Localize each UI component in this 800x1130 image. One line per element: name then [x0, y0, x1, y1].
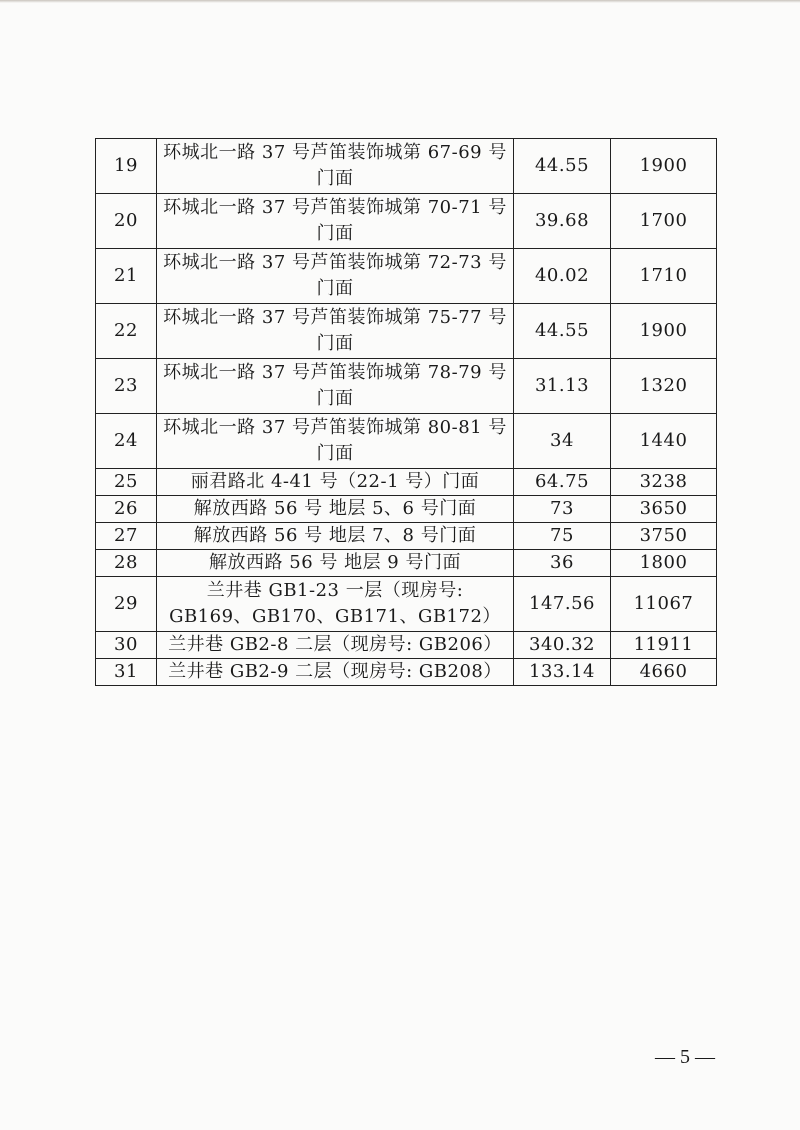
scan-edge: [0, 0, 800, 3]
row-address: 解放西路 56 号 地层 7、8 号门面: [157, 523, 514, 550]
table-row: [96, 139, 717, 194]
row-number: 22: [96, 304, 157, 359]
row-address: 环城北一路 37 号芦笛装饰城第 70-71 号门面: [157, 194, 514, 249]
row-number: 29: [96, 577, 157, 632]
row-number: 21: [96, 249, 157, 304]
row-area: 64.75: [514, 469, 611, 496]
row-rent: 1440: [611, 414, 717, 469]
row-number: 27: [96, 523, 157, 550]
row-address: 环城北一路 37 号芦笛装饰城第 78-79 号门面: [157, 359, 514, 414]
property-table: [95, 138, 717, 686]
row-address: 环城北一路 37 号芦笛装饰城第 75-77 号门面: [157, 304, 514, 359]
table-row: [96, 659, 717, 686]
row-rent: 3750: [611, 523, 717, 550]
table-row: [96, 469, 717, 496]
row-area: 36: [514, 550, 611, 577]
row-area: 44.55: [514, 304, 611, 359]
row-area: 40.02: [514, 249, 611, 304]
table-row: [96, 359, 717, 414]
row-number: 19: [96, 139, 157, 194]
table-row: [96, 194, 717, 249]
row-number: 24: [96, 414, 157, 469]
row-area: 340.32: [514, 632, 611, 659]
page-number: — 5 —: [655, 1046, 715, 1068]
row-address: 环城北一路 37 号芦笛装饰城第 80-81 号门面: [157, 414, 514, 469]
table-row: [96, 550, 717, 577]
row-address: 兰井巷 GB1-23 一层（现房号: GB169、GB170、GB171、GB172）: [157, 577, 514, 632]
table-row: [96, 632, 717, 659]
row-area: 73: [514, 496, 611, 523]
row-address: 环城北一路 37 号芦笛装饰城第 67-69 号门面: [157, 139, 514, 194]
row-address: 丽君路北 4-41 号（22-1 号）门面: [157, 469, 514, 496]
row-rent: 1320: [611, 359, 717, 414]
row-number: 20: [96, 194, 157, 249]
table-row: [96, 577, 717, 632]
row-area: 39.68: [514, 194, 611, 249]
row-number: 31: [96, 659, 157, 686]
row-area: 75: [514, 523, 611, 550]
row-rent: 1800: [611, 550, 717, 577]
table-row: [96, 496, 717, 523]
row-rent: 4660: [611, 659, 717, 686]
row-rent: 1710: [611, 249, 717, 304]
table-row: [96, 304, 717, 359]
row-rent: 11067: [611, 577, 717, 632]
row-number: 28: [96, 550, 157, 577]
row-number: 25: [96, 469, 157, 496]
row-area: 133.14: [514, 659, 611, 686]
row-rent: 1700: [611, 194, 717, 249]
row-rent: 3650: [611, 496, 717, 523]
row-address: 兰井巷 GB2-8 二层（现房号: GB206）: [157, 632, 514, 659]
row-area: 34: [514, 414, 611, 469]
row-address: 解放西路 56 号 地层 9 号门面: [157, 550, 514, 577]
row-rent: 11911: [611, 632, 717, 659]
row-area: 147.56: [514, 577, 611, 632]
row-area: 31.13: [514, 359, 611, 414]
row-address: 解放西路 56 号 地层 5、6 号门面: [157, 496, 514, 523]
table-row: [96, 523, 717, 550]
row-address: 兰井巷 GB2-9 二层（现房号: GB208）: [157, 659, 514, 686]
row-address: 环城北一路 37 号芦笛装饰城第 72-73 号门面: [157, 249, 514, 304]
row-number: 30: [96, 632, 157, 659]
row-rent: 3238: [611, 469, 717, 496]
table-row: [96, 414, 717, 469]
row-area: 44.55: [514, 139, 611, 194]
row-rent: 1900: [611, 304, 717, 359]
row-rent: 1900: [611, 139, 717, 194]
row-number: 23: [96, 359, 157, 414]
table-row: [96, 249, 717, 304]
row-number: 26: [96, 496, 157, 523]
